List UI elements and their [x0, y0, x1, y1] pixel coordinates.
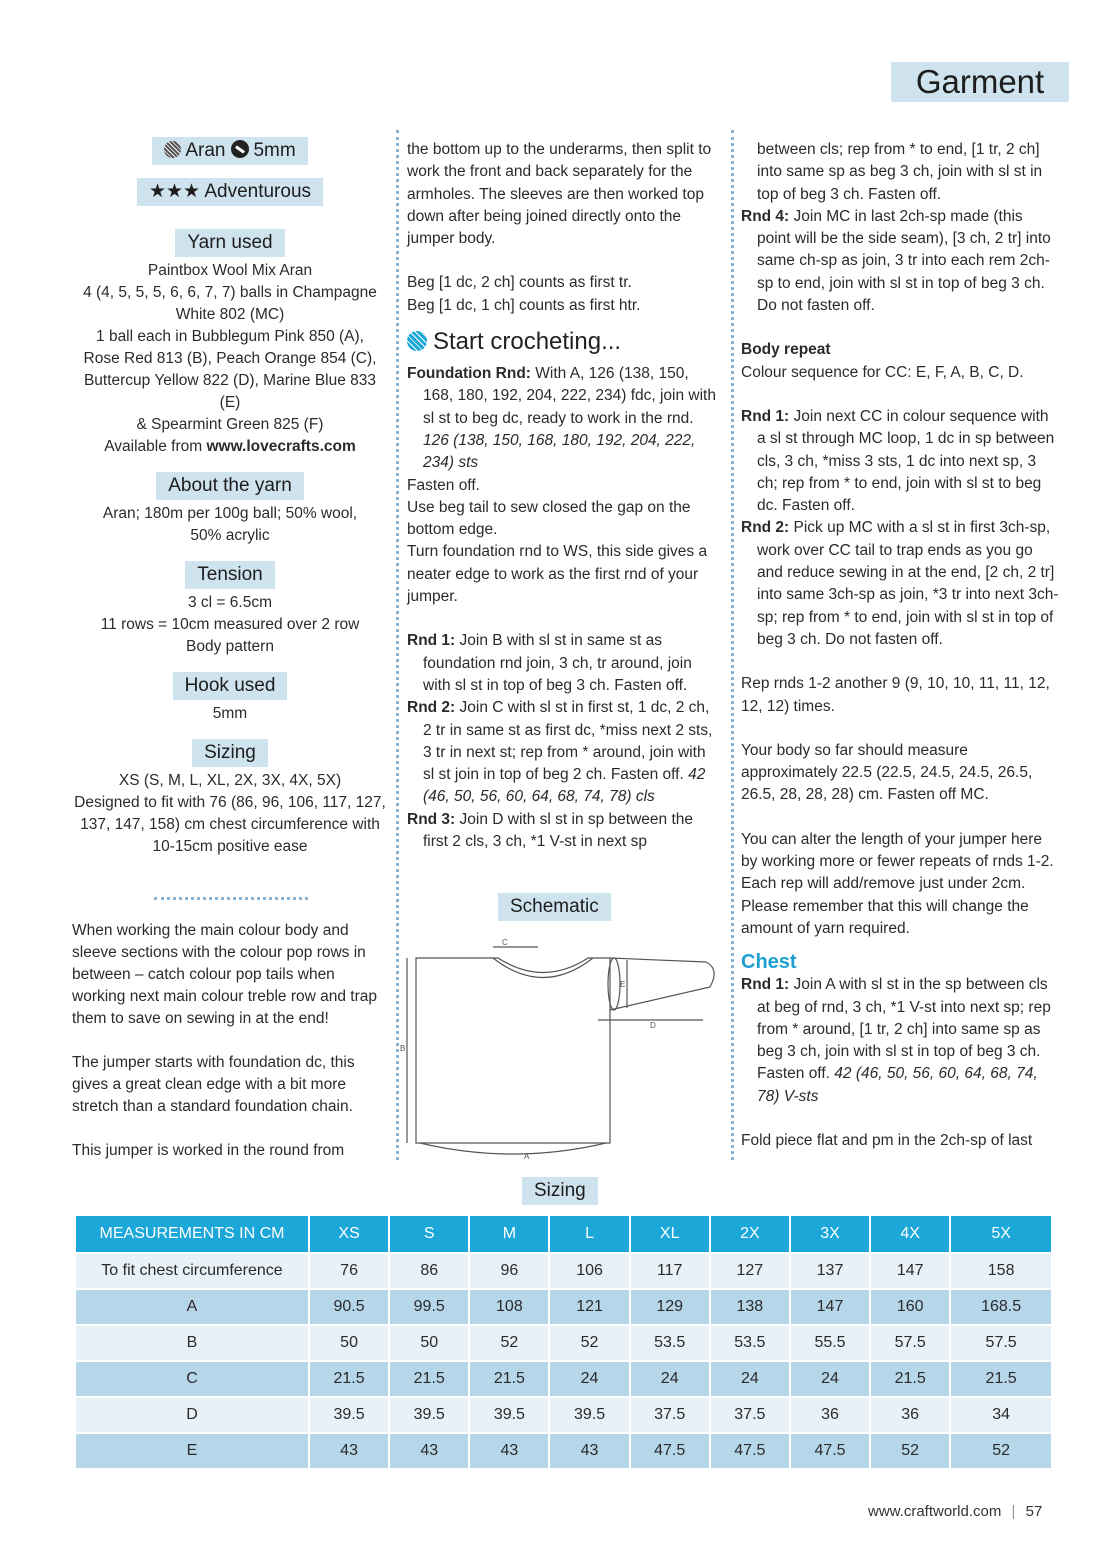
sleeve-outline	[610, 958, 714, 1010]
table-row: E 43 43 43 43 47.5 47.5 47.5 52 52	[75, 1433, 1052, 1469]
skill-level-tag: ★★★ Adventurous	[137, 178, 323, 206]
table-row: A 90.5 99.5 108 121 129 138 147 160 168.5	[75, 1289, 1052, 1325]
left-column	[72, 137, 388, 858]
crochet-hook-icon	[231, 140, 249, 158]
table-row: C 21.5 21.5 21.5 24 24 24 24 21.5 21.5	[75, 1361, 1052, 1397]
yarn-ball-icon	[164, 141, 181, 158]
skill-stars: ★★★	[148, 181, 201, 202]
page-footer: www.craftworld.com | 57	[868, 1503, 1043, 1520]
left-notes: When working the main colour body and sleeve sections with the colour pop rows in between – catch colour pop tails when working next main colour treble row and trap them to save on sewing in at the end! The jumper starts with foundation dc, this gives a great clean edge with a bit more stretch than a standard foundation chain. This jumper is worked in the round from	[72, 922, 377, 1159]
yarn-used-heading: Yarn used	[175, 229, 284, 257]
lovecrafts-link[interactable]: www.lovecrafts.com	[206, 438, 356, 455]
tension-text: 3 cl = 6.5cm 11 rows = 10cm measured over 2 row Body pattern	[100, 594, 360, 655]
body-repeat-heading: Body repeat	[741, 341, 831, 359]
tension-heading: Tension	[185, 561, 275, 589]
chest-heading: Chest	[741, 951, 797, 974]
label-b: B	[400, 1044, 406, 1053]
sizing-table-heading: Sizing	[522, 1177, 598, 1205]
page-number: 57	[1025, 1503, 1043, 1520]
table-row: D 39.5 39.5 39.5 39.5 37.5 37.5 36 36 34	[75, 1397, 1052, 1433]
yarn-ball-icon	[407, 331, 427, 351]
schematic-heading: Schematic	[498, 893, 611, 921]
footer-site-link[interactable]: www.craftworld.com	[868, 1503, 1002, 1520]
sizing-table	[74, 1214, 1053, 1470]
neckline	[493, 958, 593, 978]
about-yarn-heading: About the yarn	[156, 472, 304, 500]
table-row: To fit chest circumference 76 86 96 106 117 127 137 147 158	[75, 1253, 1052, 1289]
label-a: A	[524, 1152, 530, 1161]
table-header-row: MEASUREMENTS IN CM XS S M L XL 2X 3X 4X 5X	[75, 1215, 1052, 1253]
sizing-heading: Sizing	[192, 739, 268, 767]
label-d: D	[650, 1021, 656, 1030]
hook-used-value: 5mm	[212, 705, 248, 722]
jumper-body-outline	[416, 958, 610, 1143]
section-title: Garment	[891, 62, 1069, 102]
start-crocheting-heading: Start crocheting...	[407, 327, 719, 357]
sizing-text: XS (S, M, L, XL, 2X, 3X, 4X, 5X) Designed to fit with 76 (86, 96, 106, 117, 127, 137, 147, 158) cm chest circumference with 10-15cm positive ease	[74, 772, 386, 855]
yarn-used-text: Paintbox Wool Mix Aran 4 (4, 5, 5, 5, 6, 6, 7, 7) balls in Champagne White 802 (MC) 1 ball each in Bubblegum Pink 850 (A), Rose Red 813 (B), Peach Orange 854 (C), Buttercup Yellow 822 (D), Marine Blue 833 (E) & Spearmint Green 825 (F) Available from www.lovecrafts.com	[83, 262, 377, 455]
column-divider-2	[731, 130, 734, 1160]
middle-column: the bottom up to the underarms, then split to work the front and back separately for the armholes. The sleeves are then worked top down after being joined directly onto the jumper body. Beg [1 dc, 2 ch] counts as first tr. Beg [1 dc, 1 ch] counts as first htr. Start crocheting... Foundation Rnd: With A, 126 (138, 150, 168, 180, 192, 204, 222, 234) fdc, join with sl st to beg dc, ready to work in the rnd. 126 (138, 150, 168, 180, 192, 204, 222, 234) sts Fasten off. Use beg tail to sew closed the gap on the bottom edge. Turn foundation rnd to WS, this side gives a neater edge to work as the first rnd of your jumper. Rnd 1: Join B with sl st in same st as foundation rnd join, 3 ch, tr around, join with sl st in top of beg 3 ch. Fasten off. Rnd 2: Join C with sl st in first st, 1 dc, 2 ch, 2 tr in same st as first dc, *miss next 2 sts, 3 tr in next st; rep from * around, join with sl st join in top of beg 2 ch. Fasten off. 42 (46, 50, 56, 60, 64, 68, 74, 78) cls Rnd 3: Join D with sl st in sp between the first 2 cls, 3 ch, *1 V-st in next sp	[407, 139, 719, 853]
schematic-diagram	[398, 925, 728, 1165]
table-row: B 50 50 52 52 53.5 53.5 55.5 57.5 57.5	[75, 1325, 1052, 1361]
label-c: C	[502, 938, 508, 947]
arrow-a	[420, 1143, 606, 1154]
about-yarn-text: Aran; 180m per 100g ball; 50% wool, 50% acrylic	[102, 505, 358, 544]
right-column: between cls; rep from * to end, [1 tr, 2 ch] into same sp as beg 3 ch, join with sl st in top of beg 3 ch. Fasten off. Rnd 4: Join MC in last 2ch-sp made (this point will be the side seam), [3 ch, 2 tr] into same ch-sp as join, 3 tr into each rem 2ch-sp to end, join with sl st in top of beg 3 ch. Do not fasten off. Body repeat Colour sequence for CC: E, F, A, B, C, D. Rnd 1: Join next CC in colour sequence with a sl st through MC loop, 1 dc in sp between cls, 3 ch, *miss 3 sts, 1 dc into next sp, 3 ch; rep from * to end, join with sl st to beg dc. Fasten off. Rnd 2: Pick up MC with a sl st in first 3ch-sp, work over CC tail to trap ends as you go and reduce sewing in at the end, [2 ch, 2 tr] into same 3ch-sp as join, *3 tr into next 3ch-sp; rep from * to end, join with sl st in top of beg 3 ch. Do not fasten off. Rep rnds 1-2 another 9 (9, 10, 10, 11, 11, 12, 12, 12) times. Your body so far should measure approximately 22.5 (22.5, 24.5, 24.5, 26.5, 26.5, 28, 28, 28) cm. Fasten off MC. You can alter the length of your jumper here by working more or fewer repeats of rnds 1-2. Each rep will add/remove just under 2cm. Please remember that this will change the amount of yarn required. Chest Rnd 1: Join A with sl st in the sp between cls at beg of rnd, 3 ch, *1 V-st into next sp; rep from * around, [1 tr, 2 ch] into same sp as beg 3 ch, join with sl st in top of beg 3 ch. Fasten off. 42 (46, 50, 56, 60, 64, 68, 74, 78) V-sts Fold piece flat and pm in the 2ch-sp of last	[741, 141, 1059, 1149]
left-divider	[154, 897, 308, 900]
yarn-weight-tag: Aran 5mm	[152, 137, 307, 165]
label-e: E	[620, 980, 626, 989]
hook-used-heading: Hook used	[173, 672, 288, 700]
